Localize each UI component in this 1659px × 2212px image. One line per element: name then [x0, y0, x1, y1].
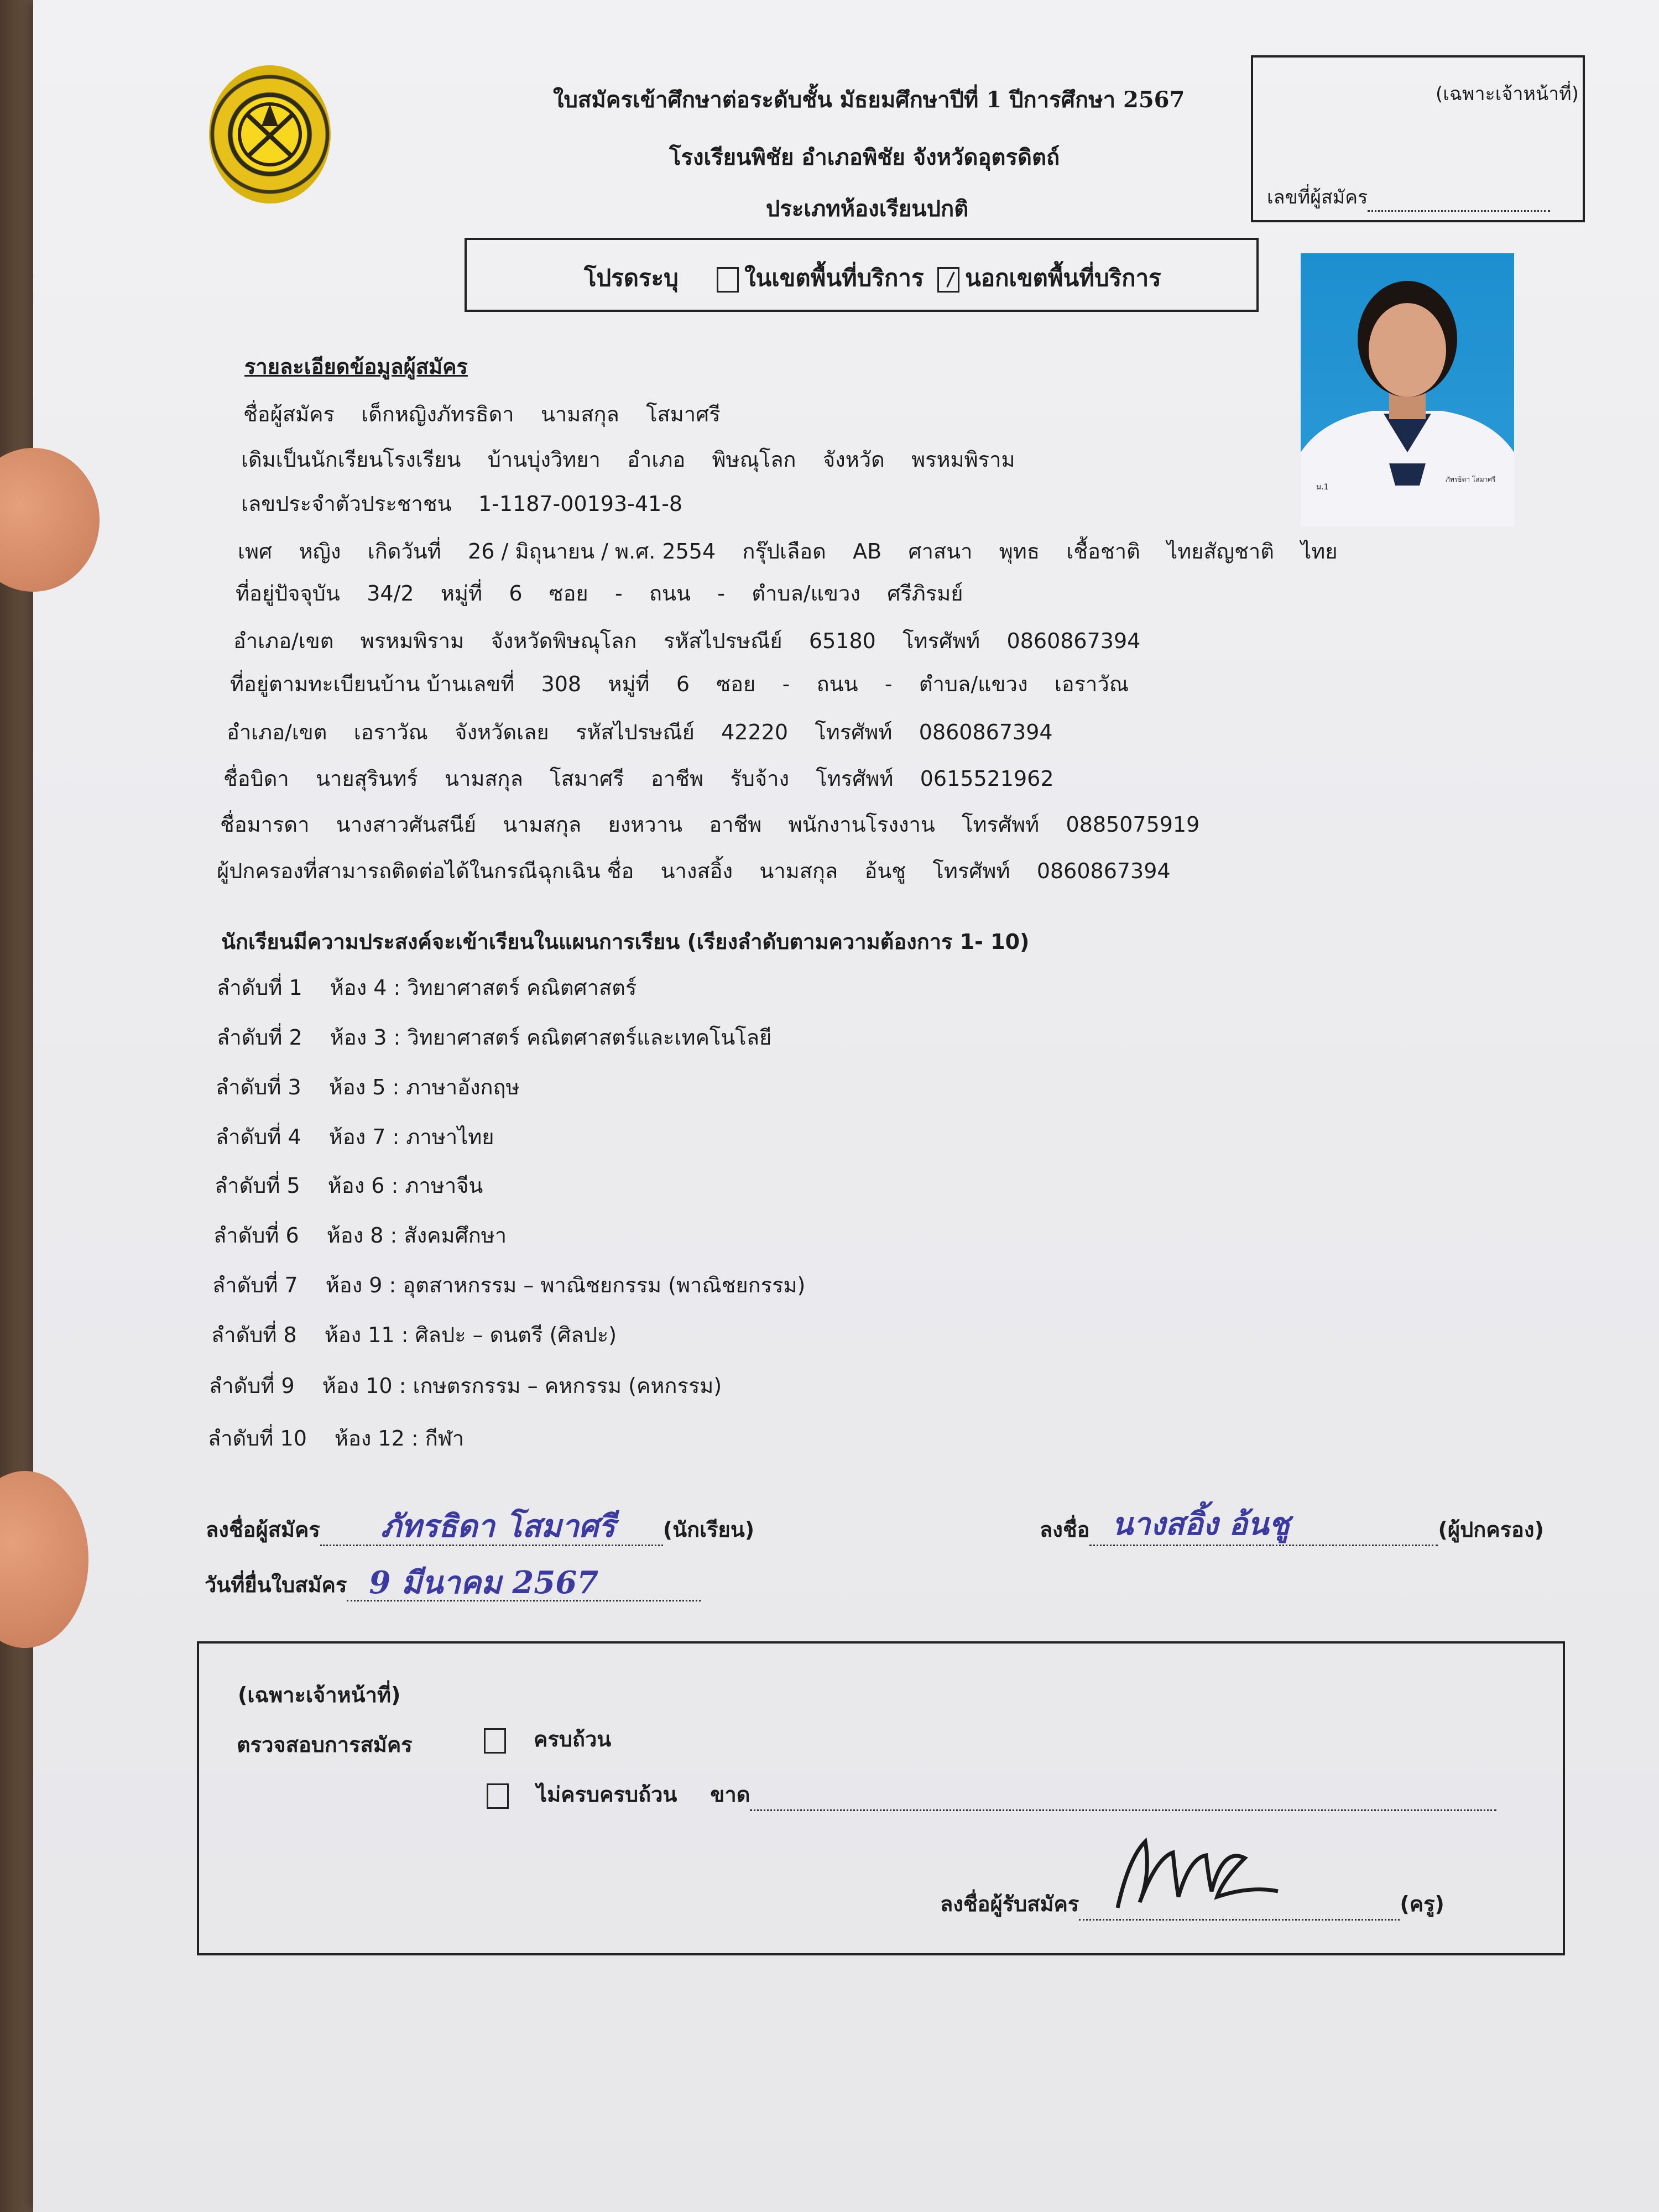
photo-badge-left: ม.1 [1316, 483, 1329, 492]
submission-date-row[interactable] [205, 1564, 701, 1601]
applicant-signature-value: ภัทรธิดา โสมาศรี [380, 1508, 615, 1545]
plan-title: นักเรียนมีความประสงค์จะเข้าเรียนในแผนการเรียน (เรียงลำดับตามความต้องการ 1- 10) [221, 930, 1030, 954]
plan-rank: ลำดับที่ 9 [209, 1374, 295, 1398]
receiver-signature-suffix: (ครู) [1400, 1892, 1444, 1916]
form-title: ใบสมัครเข้าศึกษาต่อระดับชั้น มัธยมศึกษาปีที่ 1 ปีการศึกษา 2567 [553, 87, 1185, 113]
plan-rank: ลำดับที่ 7 [212, 1273, 298, 1297]
photo-badge-right: ภัทรธิดา โสมาศรี [1446, 476, 1496, 483]
complete-option[interactable] [478, 1722, 611, 1756]
plan-rank: ลำดับที่ 1 [217, 975, 302, 1000]
plan-item-4 [216, 1120, 494, 1154]
plan-rank: ลำดับที่ 8 [211, 1323, 297, 1347]
plan-item-9 [209, 1369, 722, 1402]
plan-room: ห้อง 8 : สังคมศึกษา [326, 1223, 507, 1248]
plan-item-8 [211, 1318, 617, 1352]
applicant-signature-row[interactable] [206, 1508, 755, 1546]
office-use-box [1251, 55, 1585, 222]
id-number-line: เลขประจำตัวประชาชน 1-1187-00193-41-8 [241, 492, 683, 516]
office-use-label: (เฉพาะเจ้าหน้าที่) [1436, 83, 1579, 105]
submission-date-label: วันที่ยื่นใบสมัคร [205, 1573, 347, 1597]
plan-rank: ลำดับที่ 10 [208, 1426, 307, 1451]
plan-room: ห้อง 9 : อุตสาหกรรม – พาณิชยกรรม (พาณิชยกรรม) [325, 1273, 806, 1297]
complete-label: ครบถ้วน [534, 1727, 612, 1751]
plan-room: ห้อง 11 : ศิลปะ – ดนตรี (ศิลปะ) [324, 1323, 617, 1347]
plan-room: ห้อง 12 : กีฬา [334, 1426, 465, 1451]
plan-rank: ลำดับที่ 6 [213, 1223, 299, 1248]
personal-info-line: เพศ หญิง เกิดวันที่ 26 / มิถุนายน / พ.ศ. 2554 กรุ๊ปเลือด AB ศาสนา พุทธ เชื้อชาติ ไทยสัญชาติ ไทย [238, 539, 1338, 564]
plan-room: ห้อง 10 : เกษตรกรรม – คหกรรม (คหกรรม) [322, 1374, 722, 1398]
plan-rank: ลำดับที่ 5 [215, 1173, 300, 1198]
submission-date-value: 9 มีนาคม 2567 [369, 1564, 599, 1601]
plan-rank: ลำดับที่ 4 [216, 1125, 301, 1149]
guardian-signature-label: ลงชื่อ [1040, 1517, 1090, 1542]
incomplete-label: ไม่ครบครบถ้วน [536, 1782, 677, 1807]
area-select-box [465, 238, 1259, 312]
father-line: ชื่อบิดา นายสุรินทร์ นามสกุล โสมาศรี อาชีพ รับจ้าง โทรศัพท์ 0615521962 [223, 766, 1054, 791]
room-type: ประเภทห้องเรียนปกติ [766, 196, 969, 222]
plan-rank: ลำดับที่ 3 [216, 1075, 301, 1099]
section-title: รายละเอียดข้อมูลผู้สมัคร [244, 354, 468, 379]
mother-line: ชื่อมารดา นางสาวศันสนีย์ นามสกุล ยงหวาน อาชีพ พนักงานโรงงาน โทรศัพท์ 0885075919 [220, 812, 1200, 837]
plan-rank: ลำดับที่ 2 [217, 1025, 302, 1050]
school-logo [209, 65, 331, 204]
plan-room: ห้อง 7 : ภาษาไทย [328, 1125, 494, 1149]
applicant-number-field[interactable] [1267, 182, 1550, 212]
guardian-signature-suffix: (ผู้ปกครอง) [1438, 1517, 1544, 1542]
plan-item-3 [216, 1070, 520, 1104]
office-verification-box [197, 1641, 1565, 1955]
applicant-signature-label: ลงชื่อผู้สมัคร [206, 1517, 320, 1542]
office-section-label: (เฉพาะเจ้าหน้าที่) [238, 1683, 401, 1707]
applicant-number-label: เลขที่ผู้สมัคร [1267, 186, 1368, 208]
complete-checkbox[interactable] [484, 1728, 506, 1754]
student-photo [1301, 253, 1514, 526]
registered-district-line: อำเภอ/เขต เอราวัณ จังหวัดเลย รหัสไปรษณีย์ 42220 โทรศัพท์ 0860867394 [227, 720, 1053, 744]
plan-item-1 [217, 971, 637, 1004]
registered-address-line: ที่อยู่ตามทะเบียนบ้าน บ้านเลขที่ 308 หมู่ที่ 6 ซอย - ถนน - ตำบล/แขวง เอราวัณ [230, 672, 1129, 696]
previous-school-line: เดิมเป็นนักเรียนโรงเรียน บ้านบุ่งวิทยา อำเภอ พิษณุโลก จังหวัด พรหมพิราม [241, 447, 1015, 472]
school-name: โรงเรียนพิชัย อำเภอพิชัย จังหวัดอุตรดิตถ์ [669, 144, 1060, 170]
area-select-row [584, 260, 1161, 296]
receiver-signature-label: ลงชื่อผู้รับสมัคร [940, 1892, 1079, 1916]
guardian-line: ผู้ปกครองที่สามารถติดต่อได้ในกรณีฉุกเฉิน ชื่อ นางสอิ้ง นามสกุล อ้นชู โทรศัพท์ 0860867394 [217, 859, 1171, 883]
plan-item-7 [212, 1268, 805, 1302]
plan-room: ห้อง 4 : วิทยาศาสตร์ คณิตศาสตร์ [330, 975, 637, 1000]
emblem-icon [209, 65, 331, 204]
guardian-signature-value: นางสอิ้ง อ้นชู [1112, 1506, 1290, 1542]
plan-room: ห้อง 5 : ภาษาอังกฤษ [328, 1075, 520, 1099]
plan-item-2 [217, 1020, 771, 1054]
plan-room: ห้อง 3 : วิทยาศาสตร์ คณิตศาสตร์และเทคโนโลยี [330, 1025, 772, 1050]
receiver-signature-mark [1112, 1825, 1289, 1919]
current-district-line: อำเภอ/เขต พรหมพิราม จังหวัดพิษณุโลก รหัสไปรษณีย์ 65180 โทรศัพท์ 0860867394 [233, 629, 1141, 653]
plan-room: ห้อง 6 : ภาษาจีน [327, 1173, 483, 1198]
guardian-signature-row[interactable] [1040, 1506, 1544, 1546]
applicant-signature-suffix: (นักเรียน) [662, 1517, 755, 1542]
in-area-label: ในเขตพื้นที่บริการ [744, 264, 924, 291]
plan-item-6 [213, 1218, 507, 1252]
in-area-checkbox[interactable] [717, 267, 739, 293]
current-address-line: ที่อยู่ปัจจุบัน 34/2 หมู่ที่ 6 ซอย - ถนน - ตำบล/แขวง ศรีภิรมย์ [236, 581, 963, 606]
out-area-label: นอกเขตพื้นที่บริการ [965, 264, 1161, 291]
missing-label: ขาด [710, 1782, 750, 1807]
plan-item-5 [215, 1168, 483, 1202]
incomplete-option[interactable] [481, 1777, 1496, 1811]
portrait-icon [1301, 253, 1514, 526]
out-area-checkbox[interactable] [937, 267, 959, 293]
receiver-signature-row[interactable] [940, 1887, 1444, 1921]
incomplete-checkbox[interactable] [487, 1783, 509, 1809]
check-application-label: ตรวจสอบการสมัคร [237, 1733, 413, 1757]
applicant-name-line: ชื่อผู้สมัคร เด็กหญิงภัทรธิดา นามสกุล โสมาศรี [243, 402, 721, 426]
plan-item-10 [208, 1421, 464, 1455]
area-prompt: โปรดระบุ [584, 264, 679, 291]
